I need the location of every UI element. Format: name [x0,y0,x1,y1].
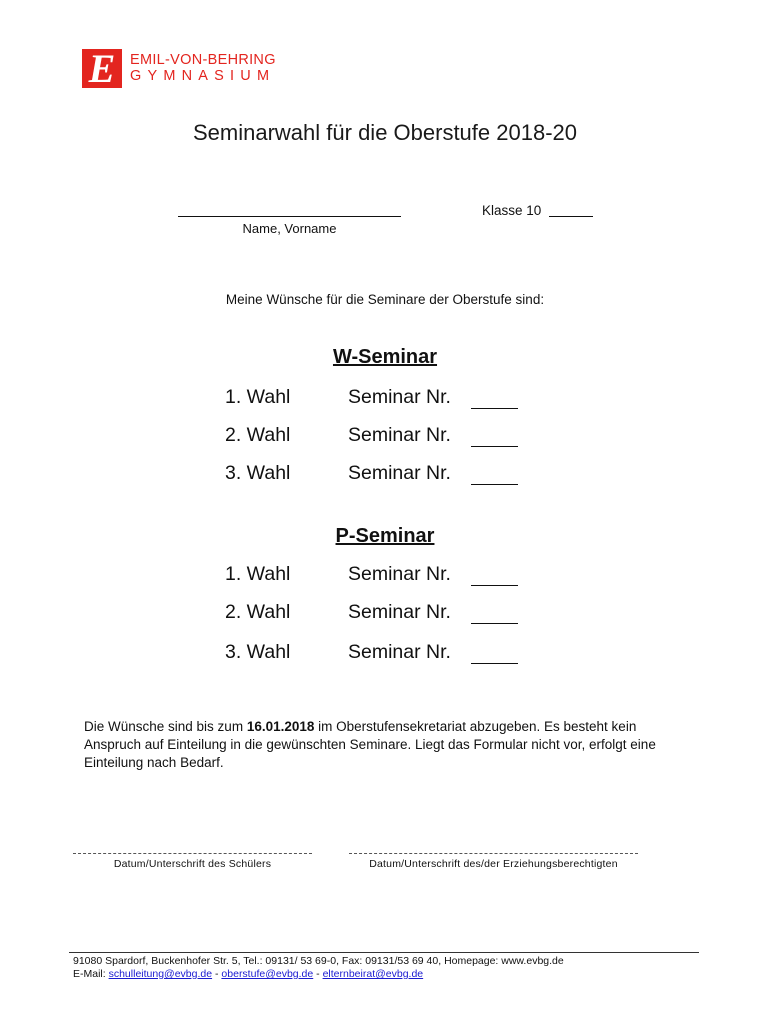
seminar-number-label: Seminar Nr. [348,462,451,484]
email-separator: - [212,968,222,980]
school-name-line1: EMIL-VON-BEHRING [130,52,276,68]
notice-text-start: Die Wünsche sind bis zum [84,719,247,734]
seminar-number-label: Seminar Nr. [348,386,451,408]
student-signature-line[interactable] [73,853,312,854]
choice-label: 3. Wahl [225,462,291,484]
email-separator: - [313,968,323,980]
seminar-number-label: Seminar Nr. [348,563,451,585]
intro-text: Meine Wünsche für die Seminare der Oberstufe sind: [225,292,545,307]
choice-label: 2. Wahl [225,601,291,623]
seminar-number-blank[interactable] [471,446,518,447]
email-link-oberstufe[interactable]: oberstufe@evbg.de [221,968,314,980]
guardian-signature-line[interactable] [349,853,638,854]
klasse-field-line[interactable] [549,216,593,217]
logo-letter: E [88,46,116,91]
footer-divider [69,952,699,953]
seminar-number-blank[interactable] [471,623,518,624]
email-label: E-Mail: [73,968,109,980]
school-name-line2: GYMNASIUM [130,68,276,84]
seminar-number-label: Seminar Nr. [348,641,451,663]
name-field-line[interactable] [178,216,401,217]
notice-text-end: im Oberstufensekretariat abzugeben. Es besteht kein Anspruch auf Einteilung in die gewünschten Seminare. Liegt das Formular nicht vor, erfolgt eine Einteilung nach Bedarf. [84,719,656,770]
seminar-number-blank[interactable] [471,408,518,409]
p-seminar-heading: P-Seminar [335,525,435,547]
footer-emails [73,968,423,980]
choice-label: 1. Wahl [225,563,291,585]
choice-label: 1. Wahl [225,386,291,408]
deadline-date: 16.01.2018 [246,719,315,734]
guardian-signature-label: Datum/Unterschrift des/der Erziehungsberechtigten [369,858,618,870]
seminar-number-label: Seminar Nr. [348,601,451,623]
email-link-schulleitung[interactable]: schulleitung@evbg.de [108,968,213,980]
deadline-notice [84,718,694,772]
name-field-label: Name, Vorname [242,221,337,236]
klasse-label: Klasse 10 [482,203,542,218]
w-seminar-heading: W-Seminar [332,346,438,368]
page-title: Seminarwahl für die Oberstufe 2018-20 [193,120,577,145]
student-signature-label: Datum/Unterschrift des Schülers [113,858,272,870]
choice-label: 2. Wahl [225,424,291,446]
seminar-number-label: Seminar Nr. [348,424,451,446]
email-link-elternbeirat[interactable]: elternbeirat@evbg.de [322,968,424,980]
choice-label: 3. Wahl [225,641,291,663]
footer-address: 91080 Spardorf, Buckenhofer Str. 5, Tel.: 09131/ 53 69-0, Fax: 09131/53 69 40, Homepage: www.evbg.de [73,955,564,967]
school-logo [82,46,122,91]
seminar-number-blank[interactable] [471,663,518,664]
seminar-number-blank[interactable] [471,484,518,485]
seminar-number-blank[interactable] [471,585,518,586]
